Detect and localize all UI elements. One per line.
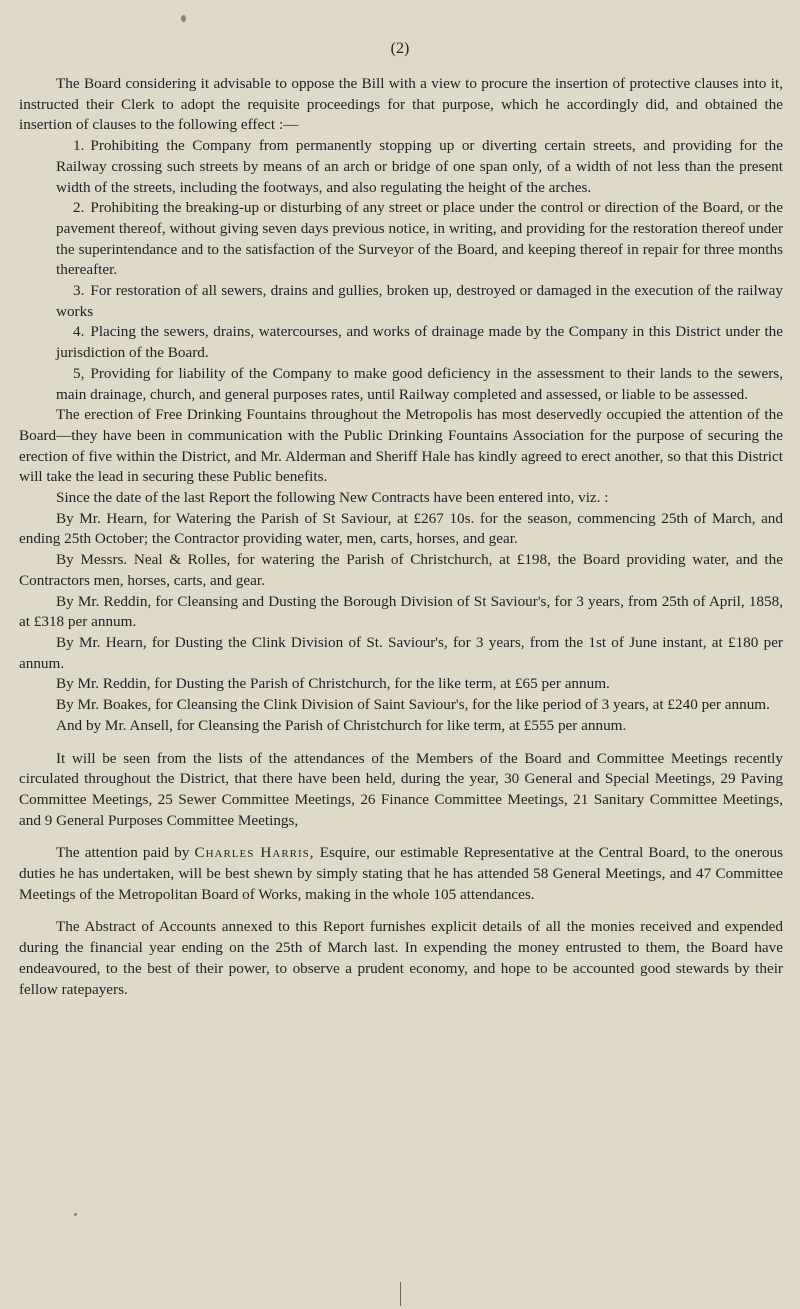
contract-item: By Mr. Hearn, for Watering the Parish of St Saviour, at £267 10s. for the season, commencing 25th of March, and ending 25th October; the Contractor providing water, men, carts, horses, and gear. xyxy=(19,509,783,548)
clause-text: Placing the sewers, drains, watercourses, and works of drainage made by the Company in this District under the jurisdiction of the Board. xyxy=(56,323,783,362)
clause-text: Prohibiting the breaking-up or disturbing of any street or place under the control or direction of the Board, or the pavement thereof, without giving seven days previous notice, in writing, and providing for the restoration thereof under the superintendance and to the satisfaction of the Surveyor of the Board, and keeping thereof in repair for three months thereafter. xyxy=(56,199,783,279)
document-body xyxy=(19,74,783,1000)
paragraph: The Abstract of Accounts annexed to this Report furnishes explicit details of all the monies received and expended during the financial year ending on the 25th of March last. In expending the money entrusted to them, the Board have endeavoured, to the best of their power, to observe a prudent economy, and hope to be accounted good stewards by their fellow ratepayers. xyxy=(19,918,783,998)
paper-speck xyxy=(74,1213,77,1216)
clause-text: Providing for liability of the Company to make good deficiency in the assessment to their lands to the sewers, main drainage, church, and general purposes rates, until Railway completed and assessed, or liable to be assessed. xyxy=(56,364,783,403)
clause-item xyxy=(19,281,783,322)
clause-item xyxy=(19,322,783,363)
paragraph: The erection of Free Drinking Fountains throughout the Metropolis has most deservedly occupied the attention of the Board—they have been in communication with the Public Drinking Fountains Association for the purpose of securing the erection of five within the District, and Mr. Alderman and Sheriff Hale has kindly agreed to erect another, so that this District will take the lead in securing these Public benefits. xyxy=(19,406,783,486)
contract-item: By Mr. Boakes, for Cleansing the Clink Division of Saint Saviour's, for the like period of 3 years, at £240 per annum. xyxy=(56,696,770,714)
clause-number: 3. xyxy=(73,282,85,300)
clause-item xyxy=(19,364,783,405)
contract-item: By Mr. Reddin, for Dusting the Parish of Christchurch, for the like term, at £65 per annum. xyxy=(56,675,610,693)
harris-intro: The attention paid by xyxy=(56,844,195,862)
paper-speck xyxy=(181,15,186,22)
clause-number: 4. xyxy=(73,323,85,341)
contract-item: And by Mr. Ansell, for Cleansing the Parish of Christchurch for like term, at £555 per annum. xyxy=(56,716,627,734)
contract-item: By Mr. Hearn, for Dusting the Clink Division of St. Saviour's, for 3 years, from the 1st of June instant, at £180 per annum. xyxy=(19,633,783,672)
contract-item: By Messrs. Neal & Rolles, for watering the Parish of Christchurch, at £198, the Board providing water, and the Contractors men, horses, carts, and gear. xyxy=(19,551,783,589)
paragraph-harris xyxy=(19,843,783,905)
clause-number: 1. xyxy=(73,137,85,155)
clause-item xyxy=(19,136,783,198)
paragraph: The Board considering it advisable to oppose the Bill with a view to procure the insertion of protective clauses into it, instructed their Clerk to adopt the requisite proceedings for that purpose, which he accordingly did, and obtained the insertion of clauses to the following effect :— xyxy=(19,75,783,134)
clause-text: For restoration of all sewers, drains and gullies, broken up, destroyed or damaged in the execution of the railway works xyxy=(56,282,783,320)
paragraph: Since the date of the last Report the following New Contracts have been entered into, viz. : xyxy=(56,489,609,507)
paper-mark xyxy=(400,1282,401,1306)
clause-number: 2. xyxy=(73,199,85,217)
contract-item: By Mr. Reddin, for Cleansing and Dusting the Borough Division of St Saviour's, for 3 years, from 25th of April, 1858, at £318 per annum. xyxy=(19,592,783,631)
clause-text: Prohibiting the Company from permanently stopping up or diverting certain streets, and providing for the Railway crossing such streets by means of an arch or bridge of one span only, of a width of not less than the present width of the streets, including the footways, and also regulating the height of the arches. xyxy=(56,137,783,196)
page-number: (2) xyxy=(390,40,410,57)
representative-name: Charles Harris, xyxy=(194,844,315,862)
clause-item xyxy=(19,198,783,281)
paragraph: It will be seen from the lists of the attendances of the Members of the Board and Committee Meetings recently circulated throughout the District, that there have been held, during the year, 30 General and Special Meetings, 29 Paving Committee Meetings, 25 Sewer Committee Meetings, 26 Finance Committee Meetings, 21 Sanitary Committee Meetings, and 9 General Purposes Committee Meetings, xyxy=(19,749,783,829)
harris-text: Esquire, our estimable Representative at the Central Board, to the onerous duties he has undertaken, will be best shewn by simply stating that he has attended 58 General Meetings, and 47 Committee Meetings of the Metropolitan Board of Works, making in the whole 105 attendances. xyxy=(19,844,784,903)
clause-number: 5, xyxy=(73,364,85,382)
